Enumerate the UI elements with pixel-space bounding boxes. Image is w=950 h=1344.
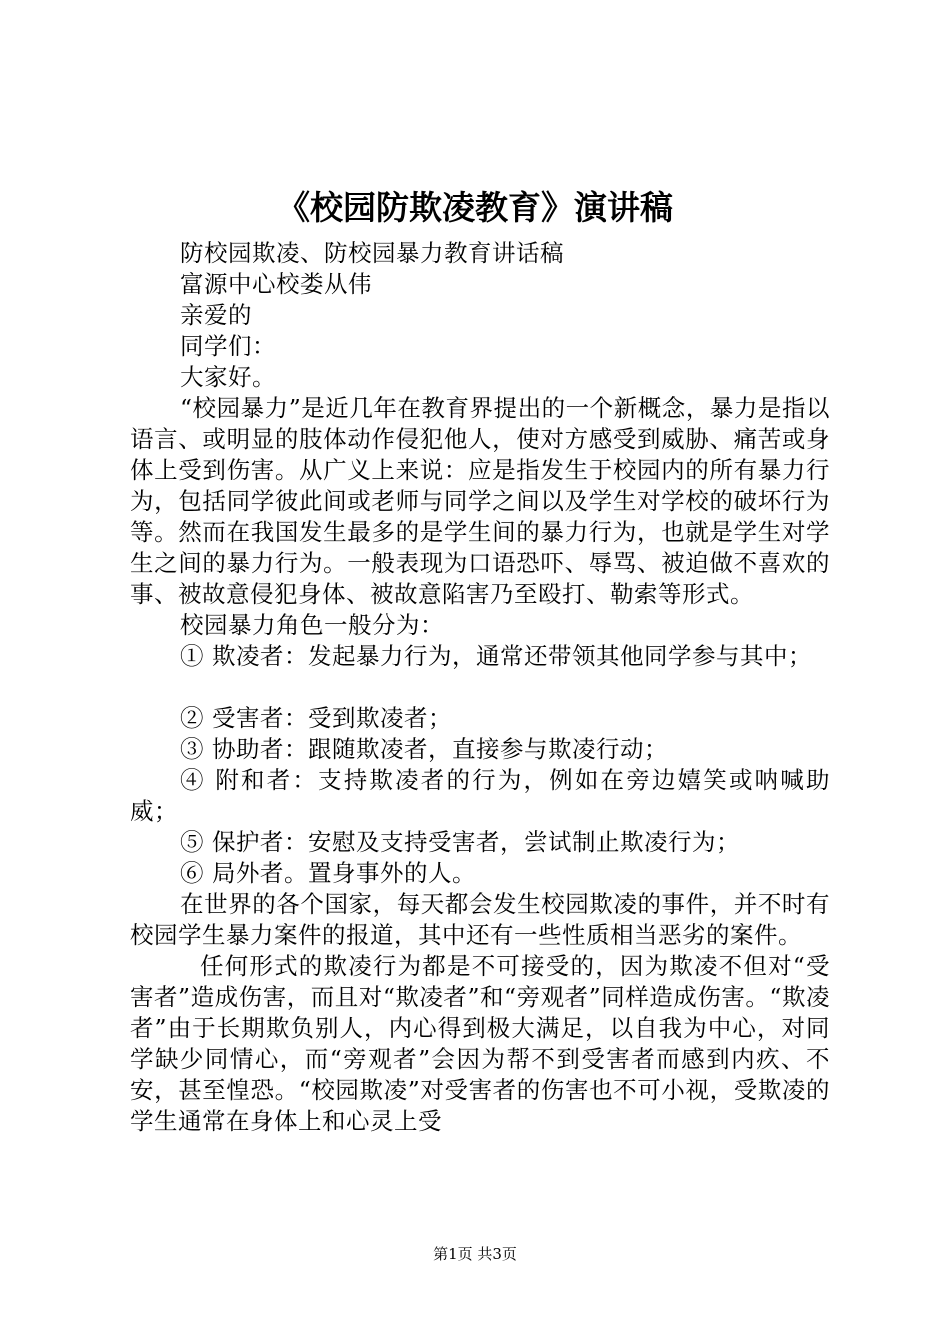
- document-body: [130, 238, 830, 1137]
- role-item: ④ 附和者：支持欺凌者的行为，例如在旁边嬉笑或呐喊助威；: [130, 766, 830, 825]
- role-item: ① 欺凌者：发起暴力行为，通常还带领其他同学参与其中；: [180, 642, 812, 670]
- greeting-line: 大家好。: [180, 363, 276, 391]
- greeting-line: 同学们：: [180, 332, 276, 360]
- body-paragraph: 校园暴力角色一般分为：: [180, 611, 444, 639]
- blank-line: [130, 672, 830, 703]
- role-item: ③ 协助者：跟随欺凌者，直接参与欺凌行动；: [180, 735, 668, 763]
- document-title: 《校园防欺凌教育》演讲稿: [277, 188, 673, 227]
- author-line: 富源中心校娄从伟: [180, 270, 372, 298]
- greeting-line: 亲爱的: [180, 301, 252, 329]
- subtitle-line: 防校园欺凌、防校园暴力教育讲话稿: [180, 239, 564, 267]
- page-footer: 第1页 共3页: [433, 1245, 517, 1263]
- body-paragraph: 任何形式的欺凌行为都是不可接受的，因为欺凌不但对“受害者”造成伤害，而且对“欺凌者”和“旁观者”同样造成伤害。“欺凌者”由于长期欺负别人，内心得到极大满足，以自我为中心，对同学缺少同情心，而“旁观者”会因为帮不到受害者而感到内疚、不安，甚至惶恐。“校园欺凌”对受害者的伤害也不可小视，受欺凌的学生通常在身体上和心灵上受: [130, 952, 830, 1135]
- body-paragraph: “校园暴力”是近几年在教育界提出的一个新概念，暴力是指以语言、或明显的肢体动作侵犯他人，使对方感受到威胁、痛苦或身体上受到伤害。从广义上来说：应是指发生于校园内的所有暴力行为，包括同学彼此间或老师与同学之间以及学生对学校的破坏行为等。然而在我国发生最多的是学生间的暴力行为，也就是学生对学生之间的暴力行为。一般表现为口语恐吓、辱骂、被迫做不喜欢的事、被故意侵犯身体、被故意陷害乃至殴打、勒索等形式。: [130, 394, 830, 608]
- role-item: ⑥ 局外者。置身事外的人。: [180, 859, 476, 887]
- role-item: ⑤ 保护者：安慰及支持受害者，尝试制止欺凌行为；: [180, 828, 740, 856]
- body-paragraph: 在世界的各个国家，每天都会发生校园欺凌的事件，并不时有校园学生暴力案件的报道，其中还有一些性质相当恶劣的案件。: [130, 890, 830, 949]
- role-item: ② 受害者：受到欺凌者；: [180, 704, 452, 732]
